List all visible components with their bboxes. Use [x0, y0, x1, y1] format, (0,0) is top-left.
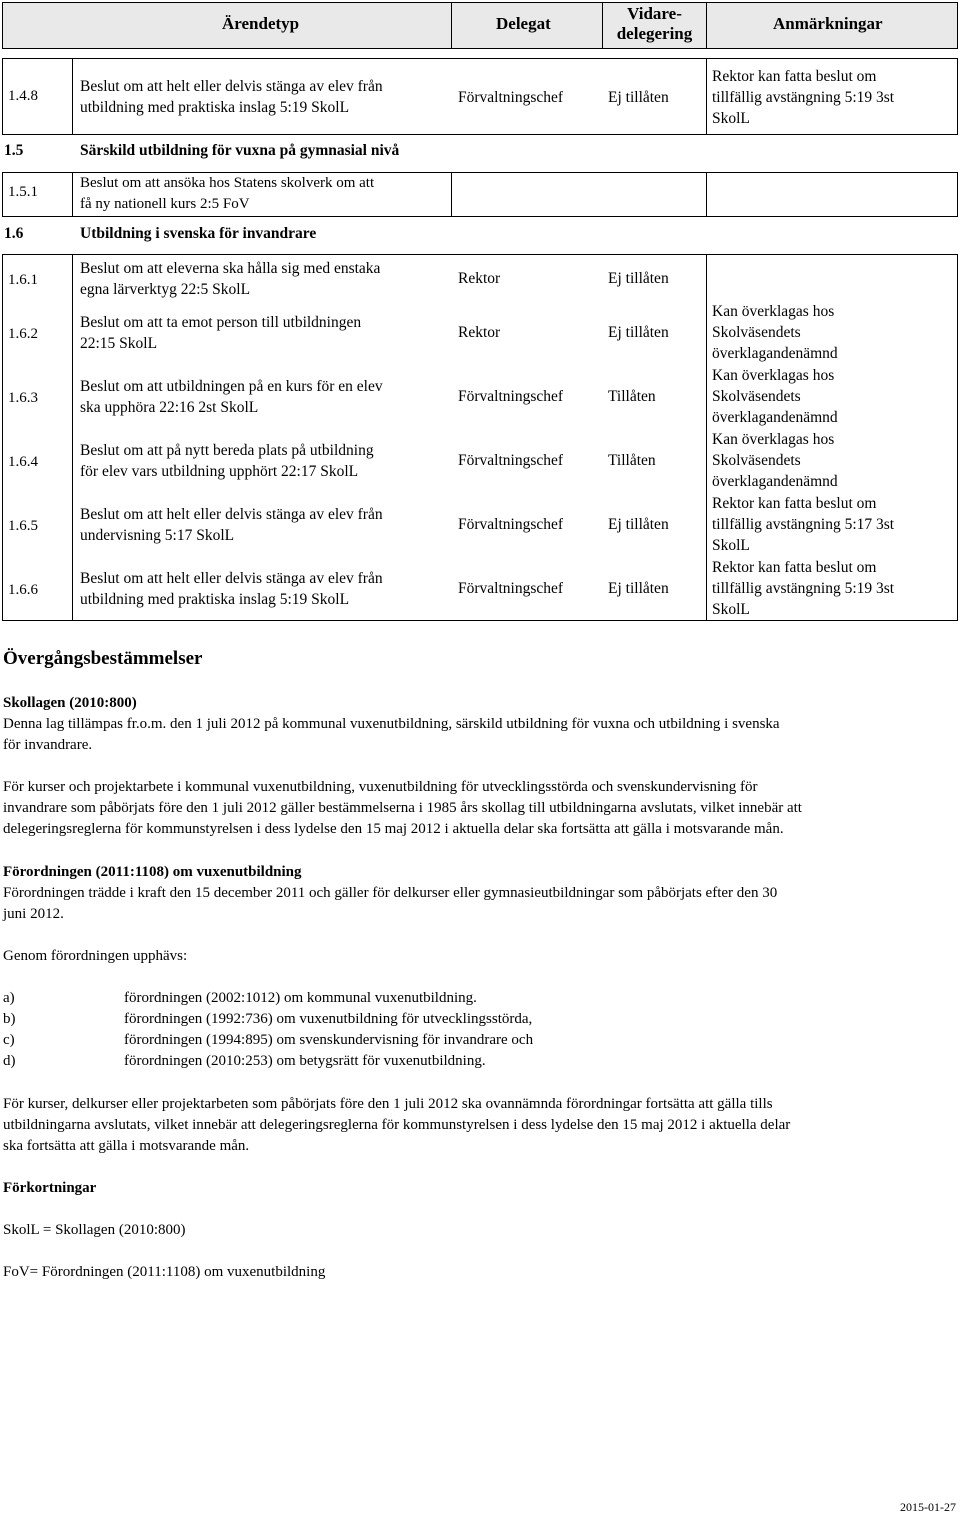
header-delegat: Delegat	[496, 14, 551, 33]
abbreviation-fov: FoV= Förordningen (2011:1108) om vuxenutbildning	[3, 1264, 326, 1280]
table-rule	[2, 216, 958, 217]
row-arende	[80, 504, 383, 546]
row-arende	[80, 258, 380, 300]
anm-line: tillfällig avstängning 5:19 3st	[712, 89, 895, 106]
table-rule	[706, 2, 707, 48]
table-rule	[957, 58, 958, 134]
table-rule	[706, 254, 707, 620]
row-delegat: Rektor	[458, 270, 501, 287]
list-item	[3, 1009, 532, 1030]
table-rule	[2, 254, 3, 620]
row-vidare: Ej tillåten	[608, 324, 669, 341]
anm-line: tillfällig avstängning 5:19 3st	[712, 580, 895, 597]
table-rule	[706, 58, 707, 134]
section-number: 1.5	[4, 142, 24, 159]
row-number: 1.6.4	[8, 454, 38, 470]
skollagen-title: Skollagen (2010:800)	[3, 695, 137, 711]
row-anmarkning	[712, 429, 838, 492]
anm-line: SkolL	[712, 601, 750, 618]
anm-line: överklagandenämnd	[712, 473, 838, 490]
kurser-paragraph	[3, 777, 955, 840]
list-item	[3, 1051, 486, 1072]
table-rule	[2, 620, 958, 621]
row-arende	[80, 376, 383, 418]
arende-line: Beslut om att på nytt bereda plats på utbildning	[80, 442, 374, 459]
row-number: 1.6.2	[8, 326, 38, 342]
paragraph-line: För kurser och projektarbete i kommunal vuxenutbildning, vuxenutbildning för utvecklingsstörda och svenskundervisning för	[3, 779, 758, 795]
upphavs-line: Genom förordningen upphävs:	[3, 948, 188, 964]
arende-line: undervisning 5:17 SkolL	[80, 527, 235, 544]
row-arende	[80, 568, 383, 610]
row-vidare: Ej tillåten	[608, 580, 669, 597]
anm-line: Kan överklagas hos	[712, 367, 835, 384]
arende-line: utbildning med praktiska inslag 5:19 SkolL	[80, 591, 350, 608]
anm-line: SkolL	[712, 537, 750, 554]
row-number: 1.4.8	[8, 88, 38, 104]
abbreviation-skoll: SkolL = Skollagen (2010:800)	[3, 1222, 186, 1238]
anm-line: överklagandenämnd	[712, 409, 838, 426]
table-rule	[72, 58, 73, 134]
anm-line: Kan överklagas hos	[712, 431, 835, 448]
table-rule	[72, 172, 73, 216]
forordningen-title: Förordningen (2011:1108) om vuxenutbildning	[3, 864, 302, 880]
skollagen-paragraph	[3, 714, 955, 756]
list-marker: c)	[3, 1032, 15, 1048]
row-delegat: Förvaltningschef	[458, 89, 564, 106]
row-vidare: Tillåten	[608, 388, 656, 405]
header-vidare-line1: Vidare-	[627, 4, 682, 23]
row-delegat: Rektor	[458, 324, 501, 341]
delkurser-paragraph	[3, 1094, 955, 1157]
row-number: 1.6.6	[8, 582, 38, 598]
row-number: 1.5.1	[8, 184, 38, 200]
row-delegat: Förvaltningschef	[458, 452, 564, 469]
paragraph-line: utbildningarna avslutats, vilket innebär att delegeringsreglerna för kommunstyrelsen i dess lydelse den 15 maj 2012 i aktuella delar	[3, 1117, 791, 1133]
arende-line: Beslut om att ansöka hos Statens skolverk om att	[80, 175, 375, 191]
list-text: förordningen (1992:736) om vuxenutbildning för utvecklingsstörda,	[124, 1011, 533, 1027]
table-rule	[451, 172, 452, 216]
row-delegat: Förvaltningschef	[458, 580, 564, 597]
anm-line: Kan överklagas hos	[712, 303, 835, 320]
header-anmarkningar: Anmärkningar	[773, 14, 883, 33]
table-rule	[2, 58, 3, 134]
row-vidare: Ej tillåten	[608, 516, 669, 533]
anm-line: Skolväsendets	[712, 324, 801, 341]
list-item	[3, 1030, 533, 1051]
paragraph-line: invandrare som påbörjats före den 1 juli 2012 gäller bestämmelserna i 1985 års skollag till utbildningarna avslutats, vilket innebär att	[3, 800, 802, 816]
paragraph-line: För kurser, delkurser eller projektarbeten som påbörjats före den 1 juli 2012 ska ovannämnda förordningar fortsätta att gälla tills	[3, 1096, 773, 1112]
row-delegat: Förvaltningschef	[458, 516, 564, 533]
row-vidare: Tillåten	[608, 452, 656, 469]
table-rule	[2, 172, 3, 216]
section-title: Utbildning i svenska för invandrare	[80, 225, 317, 242]
transition-heading: Övergångsbestämmelser	[3, 648, 203, 669]
arende-line: för elev vars utbildning upphört 22:17 SkolL	[80, 463, 359, 480]
arende-line: egna lärverktyg 22:5 SkolL	[80, 281, 251, 298]
list-text: förordningen (1994:895) om svenskundervisning för invandrare och	[124, 1032, 534, 1048]
anm-line: Rektor kan fatta beslut om	[712, 495, 877, 512]
table-rule	[706, 172, 707, 216]
row-number: 1.6.1	[8, 272, 38, 288]
abbreviations-title: Förkortningar	[3, 1180, 97, 1196]
table-rule	[2, 2, 958, 3]
arende-line: Beslut om att ta emot person till utbildningen	[80, 314, 362, 331]
row-number: 1.6.3	[8, 390, 38, 406]
arende-line: Beslut om att eleverna ska hålla sig med enstaka	[80, 260, 381, 277]
anm-line: Rektor kan fatta beslut om	[712, 68, 877, 85]
row-vidare: Ej tillåten	[608, 270, 669, 287]
anm-line: Rektor kan fatta beslut om	[712, 559, 877, 576]
arende-line: 22:15 SkolL	[80, 335, 158, 352]
arende-line: Beslut om att helt eller delvis stänga av elev från	[80, 78, 383, 95]
table-rule	[2, 58, 958, 59]
arende-line: få ny nationell kurs 2:5 FoV	[80, 196, 250, 212]
row-anmarkning	[712, 301, 838, 364]
paragraph-line: ska fortsätta att gälla i motsvarande mån.	[3, 1138, 250, 1154]
paragraph-line: för invandrare.	[3, 737, 93, 753]
list-marker: d)	[3, 1053, 16, 1069]
row-arende	[80, 440, 374, 482]
arende-line: Beslut om att utbildningen på en kurs för en elev	[80, 378, 383, 395]
paragraph-line: juni 2012.	[3, 906, 64, 922]
header-vidare-line2: delegering	[616, 24, 693, 43]
table-rule	[72, 254, 73, 620]
arende-line: utbildning med praktiska inslag 5:19 SkolL	[80, 99, 350, 116]
list-text: förordningen (2010:253) om betygsrätt för vuxenutbildning.	[124, 1053, 486, 1069]
row-anmarkning	[712, 66, 894, 129]
table-rule	[2, 254, 958, 255]
anm-line: överklagandenämnd	[712, 345, 838, 362]
row-anmarkning	[712, 365, 838, 428]
paragraph-line: delegeringsreglerna för kommunstyrelsen i dess lydelse den 15 maj 2012 i aktuella delar ska fortsätta att gälla i motsvarande mån.	[3, 821, 784, 837]
list-marker: b)	[3, 1011, 16, 1027]
table-rule	[2, 2, 3, 48]
row-anmarkning	[712, 493, 894, 556]
anm-line: SkolL	[712, 110, 750, 127]
table-rule	[451, 2, 452, 48]
paragraph-line: Förordningen trädde i kraft den 15 december 2011 och gäller för delkurser eller gymnasieutbildningar som påbörjats efter den 30	[3, 885, 778, 901]
section-number: 1.6	[4, 225, 24, 242]
row-arende	[80, 312, 361, 354]
list-item	[3, 988, 477, 1009]
section-title: Särskild utbildning för vuxna på gymnasial nivå	[80, 142, 400, 159]
header-vidaredelegering	[603, 4, 706, 44]
row-arende	[80, 173, 374, 215]
row-anmarkning	[712, 557, 894, 620]
arende-line: ska upphöra 22:16 2st SkolL	[80, 399, 259, 416]
list-marker: a)	[3, 990, 15, 1006]
forordningen-paragraph	[3, 883, 955, 925]
footer-date: 2015-01-27	[900, 1500, 956, 1514]
row-arende	[80, 76, 383, 118]
anm-line: tillfällig avstängning 5:17 3st	[712, 516, 895, 533]
list-text: förordningen (2002:1012) om kommunal vuxenutbildning.	[124, 990, 477, 1006]
anm-line: Skolväsendets	[712, 388, 801, 405]
row-number: 1.6.5	[8, 518, 38, 534]
paragraph-line: Denna lag tillämpas fr.o.m. den 1 juli 2012 på kommunal vuxenutbildning, särskild utbildning för vuxna och utbildning i svenska	[3, 716, 780, 732]
table-rule	[2, 48, 958, 49]
anm-line: Skolväsendets	[712, 452, 801, 469]
table-rule	[2, 134, 958, 135]
row-delegat: Förvaltningschef	[458, 388, 564, 405]
arende-line: Beslut om att helt eller delvis stänga av elev från	[80, 506, 383, 523]
arende-line: Beslut om att helt eller delvis stänga av elev från	[80, 570, 383, 587]
table-rule	[957, 2, 958, 48]
table-rule	[957, 172, 958, 216]
row-vidare: Ej tillåten	[608, 89, 669, 106]
header-arendetyp: Ärendetyp	[222, 14, 300, 33]
table-rule	[957, 254, 958, 620]
